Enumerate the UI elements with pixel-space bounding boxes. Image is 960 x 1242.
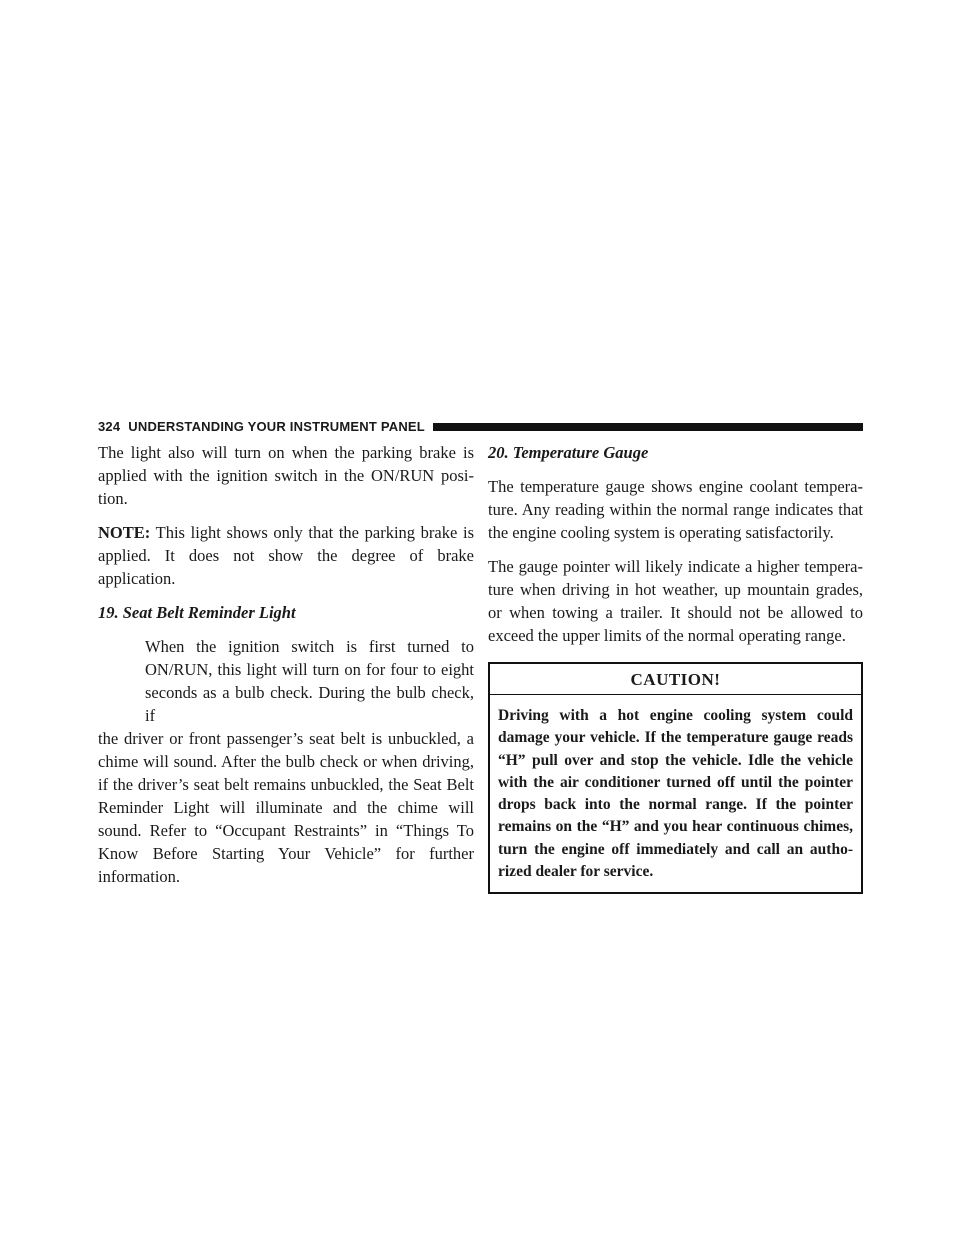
header-rule <box>433 423 863 431</box>
right-column <box>488 441 863 894</box>
note-label: NOTE: <box>98 523 151 542</box>
note-text: This light shows only that the parking brake is applied. It does not show the degree of brake application. <box>98 523 474 588</box>
temperature-paragraph-2: The gauge pointer will likely indicate a higher tempera-ture when driving in hot weather, up mountain grades, or when towing a trailer. It should not be allowed to exceed the upper limits of the normal operating range. <box>488 557 863 645</box>
seat-belt-continuation: the driver or front passenger’s seat belt is unbuckled, a chime will sound. After the bulb check or when driving, if the driver’s seat belt remains unbuckled, the Seat Belt Reminder Light will illuminate and the chime will sound. Refer to “Occupant Restraints” in “Things To Know Before Starting Your Vehicle” for further information. <box>98 729 474 886</box>
temperature-paragraph-1: The temperature gauge shows engine coolant tempera-ture. Any reading within the normal range indicates that the engine cooling system is operating satisfactorily. <box>488 477 863 542</box>
seat-belt-icon-space <box>98 635 145 727</box>
parking-brake-paragraph: The light also will turn on when the parking brake is applied with the ignition switch in the ON/RUN posi-tion. <box>98 443 474 508</box>
caution-body: Driving with a hot engine cooling system could damage your vehicle. If the temperature gauge reads “H” pull over and stop the vehicle. Idle the vehicle with the air conditioner turned off until the pointer drops back into the normal range. If the pointer remains on the “H” and you hear continuous chimes, turn the engine off immediately and call an autho-rized dealer for service. <box>498 707 853 881</box>
left-column <box>98 441 474 899</box>
temperature-gauge-heading: 20. Temperature Gauge <box>488 443 649 462</box>
note-paragraph <box>98 521 474 590</box>
caution-title: CAUTION! <box>490 664 861 695</box>
caution-box <box>488 662 863 894</box>
page-number: 324 <box>98 418 121 434</box>
section-title: UNDERSTANDING YOUR INSTRUMENT PANEL <box>128 418 425 434</box>
page-header <box>98 418 863 434</box>
seat-belt-heading: 19. Seat Belt Reminder Light <box>98 603 296 622</box>
seat-belt-indent-text: When the ignition switch is first turned to ON/RUN, this light will turn on for four to eight seconds as a bulb check. During the bulb check, if <box>145 637 474 725</box>
seat-belt-indent-block <box>98 635 474 727</box>
